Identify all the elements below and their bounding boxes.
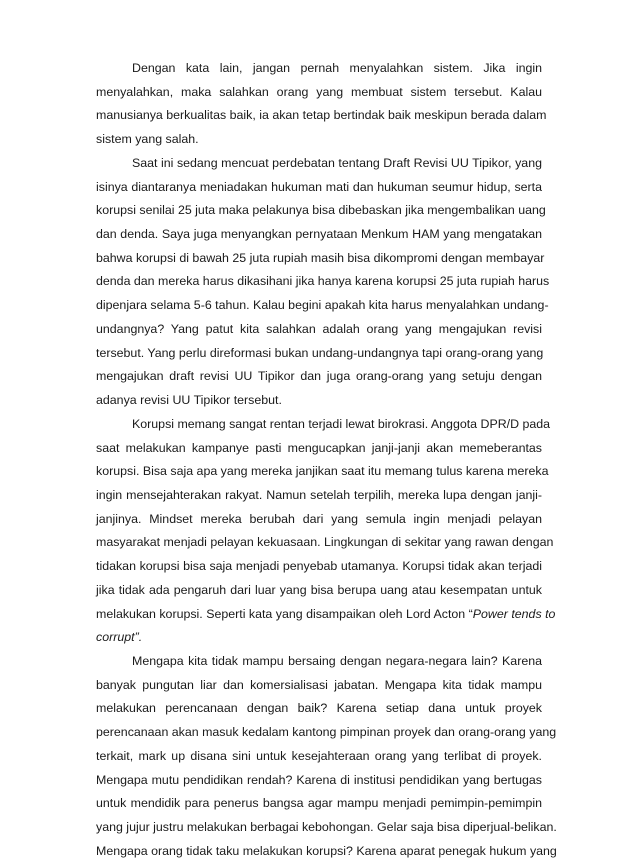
quote-end-line: corrupt”.: [96, 630, 143, 645]
quote-line: [96, 603, 556, 627]
text-line: Saat ini sedang mencuat perdebatan tentang Draft Revisi UU Tipikor, yang: [132, 155, 542, 170]
paragraph-3: [96, 413, 556, 650]
text-line: Mengapa kita tidak mampu bersaing dengan negara-negara lain? Karena: [132, 653, 542, 668]
text-line: melakukan perencanaan dengan baik? Karena setiap dana untuk proyek: [96, 701, 542, 716]
quote-italic-text: Power tends to: [472, 606, 556, 621]
text-line: tidakan korupsi bisa saja menjadi penyebab utamanya. Korupsi tidak akan terjadi: [96, 559, 542, 574]
text-line: Mengapa orang tidak taku melakukan korupsi? Karena aparat penegak hukum yang: [96, 843, 557, 858]
quote-line-text: melakukan korupsi. Seperti kata yang disampaikan oleh Lord Acton “: [96, 606, 473, 621]
text-line: dipenjara selama 5-6 tahun. Kalau begini apakah kita harus menyalahkan undang-: [96, 298, 549, 313]
text-line: korupsi. Bisa saja apa yang mereka janjikan saat itu memang tulus karena mereka: [96, 464, 549, 479]
paragraph-4: [96, 650, 557, 863]
text-line: mengajukan draft revisi UU Tipikor dan juga orang-orang yang setuju dengan: [96, 369, 542, 384]
text-line: untuk mendidik para penerus bangsa agar mampu menjadi pemimpin-pemimpin: [96, 796, 542, 811]
text-line: undangnya? Yang patut kita salahkan adalah orang yang mengajukan revisi: [96, 321, 542, 336]
text-line: janjinya. Mindset mereka berubah dari yang semula ingin menjadi pelayan: [96, 511, 542, 526]
text-line: banyak pungutan liar dan komersialisasi jabatan. Mengapa kita tidak mampu: [96, 677, 542, 692]
text-line: saat melakukan kampanye pasti mengucapkan janji-janji akan memeberantas: [96, 440, 542, 455]
text-line: isinya diantaranya meniadakan hukuman mati dan hukuman seumur hidup, serta: [96, 179, 542, 194]
text-line: Dengan kata lain, jangan pernah menyalahkan sistem. Jika ingin: [132, 61, 542, 75]
text-line: Mengapa mutu pendidikan rendah? Karena di institusi pendidikan yang bertugas: [96, 772, 542, 787]
text-line: masyarakat menjadi pelayan kekuasaan. Lingkungan di sekitar yang rawan dengan: [96, 535, 554, 550]
text-line: denda dan mereka harus dikasihani jika hanya karena korupsi 25 juta rupiah harus: [96, 274, 550, 289]
text-line: jika tidak ada pengaruh dari luar yang bisa berupa uang atau kesempatan untuk: [96, 582, 542, 597]
text-line: ingin mensejahterakan rakyat. Namun setelah terpilih, mereka lupa dengan janji-: [96, 487, 542, 502]
text-line: manusianya berkualitas baik, ia akan tetap bertindak baik meskipun berada dalam: [96, 108, 547, 123]
text-line: yang jujur justru melakukan berbagai kebohongan. Gelar saja bisa diperjual-belikan.: [96, 820, 557, 834]
text-line: bahwa korupsi di bawah 25 juta rupiah masih bisa dikompromi dengan membayar: [96, 250, 545, 265]
text-line: sistem yang salah.: [96, 132, 199, 147]
text-line: Korupsi memang sangat rentan terjadi lewat birokrasi. Anggota DPR/D pada: [132, 416, 551, 431]
text-line: adanya revisi UU Tipikor tersebut.: [96, 393, 282, 408]
document-page: [96, 57, 557, 863]
paragraph-1: [96, 57, 547, 152]
text-line: perencanaan akan masuk kedalam kantong pimpinan proyek dan orang-orang yang: [96, 725, 557, 740]
text-line: menyalahkan, maka salahkan orang yang membuat sistem tersebut. Kalau: [96, 84, 542, 99]
text-line: tersebut. Yang perlu direformasi bukan undang-undangnya tapi orang-orang yang: [96, 345, 544, 360]
text-line: dan denda. Saya juga menyangkan pernyataan Menkum HAM yang mengatakan: [96, 227, 542, 242]
text-line: korupsi senilai 25 juta maka pelakunya bisa dibebaskan jika mengembalikan uang: [96, 203, 546, 218]
text-line: terkait, mark up disana sini untuk kesejahteraan orang yang terlibat di proyek.: [96, 748, 542, 763]
paragraph-2: [96, 152, 550, 413]
